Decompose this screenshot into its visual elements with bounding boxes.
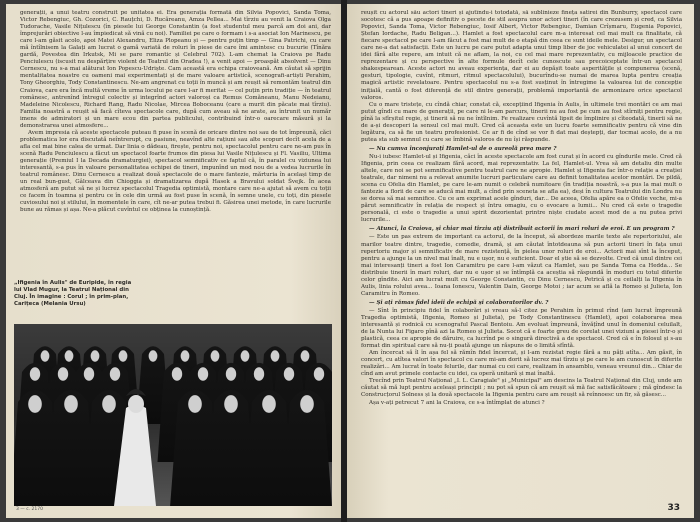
- chorus-face: [314, 367, 324, 381]
- chorus-face: [301, 350, 310, 361]
- chorus-face: [102, 395, 116, 413]
- chorus-face: [84, 367, 94, 381]
- left-page-text: [20, 10, 331, 278]
- chorus-face: [284, 367, 294, 381]
- chorus-face: [188, 395, 202, 413]
- right-paragraph: Trecînd prin Teatrul Național „I. L. Caragiale" și „Municipal" am descins la Teatrul Național din Cluj, unde am căutat să mă lupt pentru aceleași principii ; nu pot să spun că am reușit să mă fac satisfăcătoare ; mă gîndesc la Construcțorul Solness și la două spectacole la Ifigenia pentru care am reușit să reînnoesc un fir, să găsesc...: [361, 378, 682, 399]
- chorus-face: [181, 350, 190, 361]
- right-paragraph: Cu o mare tristețe, cu cîndă chiar, constat că, excepțiind Ifigenia în Aulis, în ultimele trei montări ce am mai putut gîndi cu mare de generații, pe care ni le-am parcurs, tinerii nu au fost pe cum au fost stîrniți pentru regie, pînă la sfîrșitul regie, și tinerii să nu ne întîlnim. Fe realizare cuvîntă lipsit de împlinire și cîteodată, tinerii să ne de a-și descoperi la sensul cel mai mult. Cred că aceasta este un lucru foarte semnificativ pentru că vine din legătura, ca să fie un teatru profesionist. Ce ar fi de cînd se vor fi dat mai deștepți, dar tocmai acolo, de a nu putea sta sub semnul cu care se îmbină valoros de nu își răspunde.: [361, 101, 682, 143]
- chorus-face: [172, 367, 182, 381]
- chorus-face: [28, 395, 42, 413]
- chorus-face: [224, 395, 238, 413]
- photo-caption: „Ifigenia în Aulis" de Euripide, în regia lui Vlad Mugur, la Teatrul Național din Cluj. În imagine : Corul ; în prim-plan, Carițeca (Melania Ursu): [14, 280, 132, 307]
- chorus-face: [110, 367, 120, 381]
- right-paragraph: Nu-i iubesc Hamlet-ul și Ifigenia, căci în aceste spectacole am fost curat și în acord cu gîndurile mele. Cred că Ifigenia, prin ceea ce realizam fără acord, mai reprezentativ. La fel, Hamlet-ul. Vrea să am detaliu din multe altele, care noi se pot semnificative pentru teatrul care ne apropie. Hamlet și Ifigenia fac într-o relație a creației teatrale, dar nimeni nu a relevat anumite lucruri particulare care au definit tonalitatea acelor montări. De pildă, scena cu Ofelia din Hamlet, pe care le-am numit o celebră numitoare (în tradiția noastră, s-a pus la mai mult o fantezie a florii de care se aducă mai mult, a cînd prin sceneta se afla ea), deși în cultura Teatrului din Londra nu se dorea să mai semnifice. Cu ce am exprimat acele gînduri, dar... De aceea, Ofelia apăre ea o Ofelie veche, mi-a părut semnificativ în relația de respect și întru omagiu, cu o evocare a lumii... Nu cred că este o tragedie personală, ci este o tragedie a unui spirit dezorientat printre niște ciudate acest mod de a nu putea privi lucrurile...: [361, 153, 682, 224]
- page-footer-code: 3 — c. 2170: [16, 507, 44, 512]
- left-paragraph: Avem impresia că aceste spectacole puteau fi puse în scenă de oricare dintre noi sau de tot împreună, căci problematica lor era discutată neîntrerupt, cu pasiune, neavînd alte rațiuni sau alte scopuri decît acela de a afla cel mai bine calea de urmat. Dar linia o dădeau, firește, pentru noi, spectacolul pentru care ne-am pus în scenă Radu Penciulescu a făcut un spectacol foarte frumos din piesa lui Vasile Nițulescu și Fl. Vasiliu, Ultima generație (Premiul I la Decada dramaturgiei), spectacol semnificativ ce faptul că, în paralel cu viziunea lui interesantă, s-a pus în valoare personalitatea echipei de tineri, impunînd un mod nou de a vedea lucrurile în teatrul românesc. Dinu Cernescu a realizat două spectacole de o mare fantezie, mărturia în același timp de un real bun-gust, Gâlceava din Chioggia și dramatizarea după Hasek a Bravului soldat Švejk. În acea atmosferă am putut să ne și lucrez spectacolul Tragedia optimistă, montare care ne-a ajutat să avem cu toții ce facem în toamna și pentru ce în cele din urmă au fost puse în scenă, în semne unele, cu toți, din piesele cuviosului noi și stilului, în momentele în care, cît ne-ar putea trebui fi. Găsirea unei metode, în care lucrurile bune au rămas și așa. Ne-a plăcut cuvîntul ce obținea la cunoștință.: [20, 129, 331, 214]
- chorus-face: [41, 350, 50, 361]
- chorus-face: [65, 350, 74, 361]
- right-paragraph: Am încercat să îl în așa fel să rămîn fidel încercat, și l-am rezistat regie fără a nu păți atîta... Am găsit, în concert, cu atîtea valori în spectacol cu care mi-am dorit să lucrez mai tîrziu și pe care le am cunoscut în diferite realizări... Am lucrat în toate felurile, dar numai cu cei care, realizam în ansamblu, veneau vreunul din... Chiar de cînd am avut primele contacte cu idei, ca operă unitară și mai înaltă.: [361, 350, 682, 378]
- chorus-face: [119, 350, 128, 361]
- caption-adjacent-text: [144, 280, 330, 320]
- production-photo: [14, 324, 332, 506]
- interview-question: — Nu cumva înconjurați Hamlet-ul de o aureolă prea mare ?: [369, 145, 557, 152]
- right-paragraph: Așa v-ați petrecut 7 ani la Craiova, ce s-a întîmplat de atunci ?: [369, 399, 545, 406]
- right-paragraph: — Este un pas extrem de important ca actorul, de la început, să abordeze marile texte ale repertoriului, ale marilor teatre dintre, tragedie, comedie, dramă, și am căutat întotdeauna să pun actorii tineri în fața unui repertoriu major și semnificativ de mare rezistență, în pielea unor roluri de eroi... Actorii mai sînt la început, pentru a ajunge la un nivel mai înalt, nu e ușor, nu e suficient. Doar el știe să se dezvolte. Cred că unul dintre cei mai interesanți tineri a fost Ion Caramitru pe care l-am văzut ca Hamlet, sau pe Sanda Toma ca Hedda... Se distribuie tinerii în mari roluri, dar nu e ușor și se întîmplă ca aceștia să răspundă în moduri cu totul diferite celor gîndite. Aici am lucrat mult cu George Constantin, cu Dinu Cernescu, Petrică și cu ceilalți la Ifigenia în Aulis, linia rolului avea... Ioana Ionescu, Valentin Dain, George Motoi ; iar acum se află la Romeo și Julieta, Ion Caramitru în Romeo.: [361, 234, 682, 297]
- right-page-text: [361, 10, 682, 496]
- chorus-face: [226, 367, 236, 381]
- chorus-face: [58, 367, 68, 381]
- chorus-face: [262, 395, 276, 413]
- chorus-face: [254, 367, 264, 381]
- left-paragraph: generații, a unui teatru construit pe unitatea ei. Era generația formată din Silvia Popovici, Sanda Toma, Victor Rebengiuc, Gh. Cozorici, C. Rauțchi, D. Rucăreanu, Amza Pellea... Mai tîrziu au venit la Craiova Olga Tudorache, Vasile Nițulescu (în piesele lui George Constantin (a fost studentul meu parcă am doi ani, dar împrejurări obiective l-au împiedicat să vină cu noi). Familiei pe care o formam i s-a asociat Ion Marinescu, pe care l-am găsit acolo, apoi Matei Alexandru, Eliza Plopeanu și — pentru puțin timp — Gina Patrichi, cu care mă întîlnisem la Galați am lucrat o gamă variată de roluri în piese de care îmi amintesc cu bucurie (Tînăra gardă, Povestea din Irkutsk, Mi se pare romantic și Celebrul 702). L-am chemat la Craiova pe Radu Penciulescu (iscusit nu despărțire violent de Teatrul din Oradea !), a venit apoi — proaspăt absolvent — Dinu Cernescu, nu s-a mai alăturat Ion Popescu-Udriște. Cam această era echipa craioveană. Am căutat să sprijin mentalitatea noastre cu oameni mai experimentați și de mare valoare artistică, scenografi-artiști Perahim, Tony Gheorghiu, Tody Constantinescu. Ne-am angrenat cu toții în muncă și am reușit să remontăm teatrul din Craiova, care era încă multă vreme în urma locului pe care l-ar fi meritat — cel puțin prin tradiție — în teatrul românesc, antrenînd întregul colectiv și integrînd actori valoroși ca Remus Comăneanu, Manu Nedeianu, Madeleine Nicolescu, Richard Rang, Radu Nicolae, Mircea Boboceanu (care a murit din păcate mai tîrziu). Familia noastră a reușit să facă cîteva spectacole care, după cum aveau să ne arate, au întrunit un număr imens de admiratori și un mare ecou din partea publicului, contribuind într-o oarecare măsură și la demonstrarea unei atmosfere...: [20, 10, 331, 129]
- chorus-face: [211, 350, 220, 361]
- chorus-face: [149, 350, 158, 361]
- figure-block: [14, 280, 329, 505]
- photo-chorus-illustration: [14, 324, 332, 506]
- chorus-face: [91, 350, 100, 361]
- interview-question: — Și ați rămas fidel ideii de echipă și colaboratorilor dv. ?: [369, 299, 549, 306]
- right-paragraph: reușit cu actorul său actori tineri și ajutîndu-i totodată, să sublinieze fineța satirei din Bunburry, spectacol care socotesc că a pus apoape definitiv o pecete de stil asupra unor actori tineri (în care crezusem și cred, ca Silvia Popovici, Sanda Toma, Victor Rebengiuc, Iosif Albert, Victor Rebengiuc, Damian Crîșmaru, Eugenia Popovici, Ștefan Iordache, Radu Beligan...). Hamlet a fost spectacolul care m-a interesat cel mai mult ca finalitate, că fiecare spectacol pe care l-am făcut a fost mai mult de o etapă din ceea ce sunt ideile mele. Desigur, un spectacol care ne-a dat satisfacții. Este un lucru pe care putut adapta unui timp liber de joc vehiculatei al unui concert de idei fără alte repere, am intuit că ne aflam, la noi, cu cel mai mare reprezentativ, cu mijloacele practice de reprezentare și cu perspective în alte formule decît cele cunoscute sau precoiceptate într-un spectacol shakespearean. Aceste actori nu aveau experiența, dar ei au depășit toate asperitățile și compunerea (scenă, gesturi, tipologie, cuvînt, ritmuri, ritmul spectacolului), bucurîndu-se numai de marea lupta pentru creația magică artistic revelatoare. Pentru spectacolul nu s-a fost susținut în întregime la valoarea lui de concepție inițială, cantă o fost diferență de stil dintre generații, problemă importantă de armonizare orice spectacol valoros.: [361, 10, 682, 101]
- right-paragraph: — Sînt în principiu fidel în colaborări și vreau să-l citez pe Perahim în primul rînd (am lucrat împreună Tragedia optimistă, Ifigenia, Romeo și Julieta), pe Tody Constantinescu (Hamlet), apoi colaborarea mea interesantă și rodnică cu scenograful Pascal Bentoiu. Am evoluat împreună, învățînd unul în domeniul celuilalt, de la Nunta lui Figaro pînă azi la Romeo și Julieta. Socot că e foarte greu de corelat unei viziuni a piesei într-o și plastică, ceea ce apropie de dăruire, ca lucrînd pe o singură directivă a de spectacol. Cred că e în folosul și s-au format din spiritual care să nu-ți poată ajunge un răspuns de o limită sfîntă.: [361, 307, 682, 350]
- chorus-face: [271, 350, 280, 361]
- page-number: 33: [667, 503, 680, 513]
- interview-question: — Atunci, la Craiova, și chiar mai tîrziu ați distribuit actorii în mari roluri de eroi. E un program ?: [369, 226, 675, 233]
- right-page: [347, 4, 694, 518]
- chorus-face: [198, 367, 208, 381]
- chorus-face: [241, 350, 250, 361]
- chorus-face: [64, 395, 78, 413]
- chorus-face: [300, 395, 314, 413]
- chorus-face: [30, 367, 40, 381]
